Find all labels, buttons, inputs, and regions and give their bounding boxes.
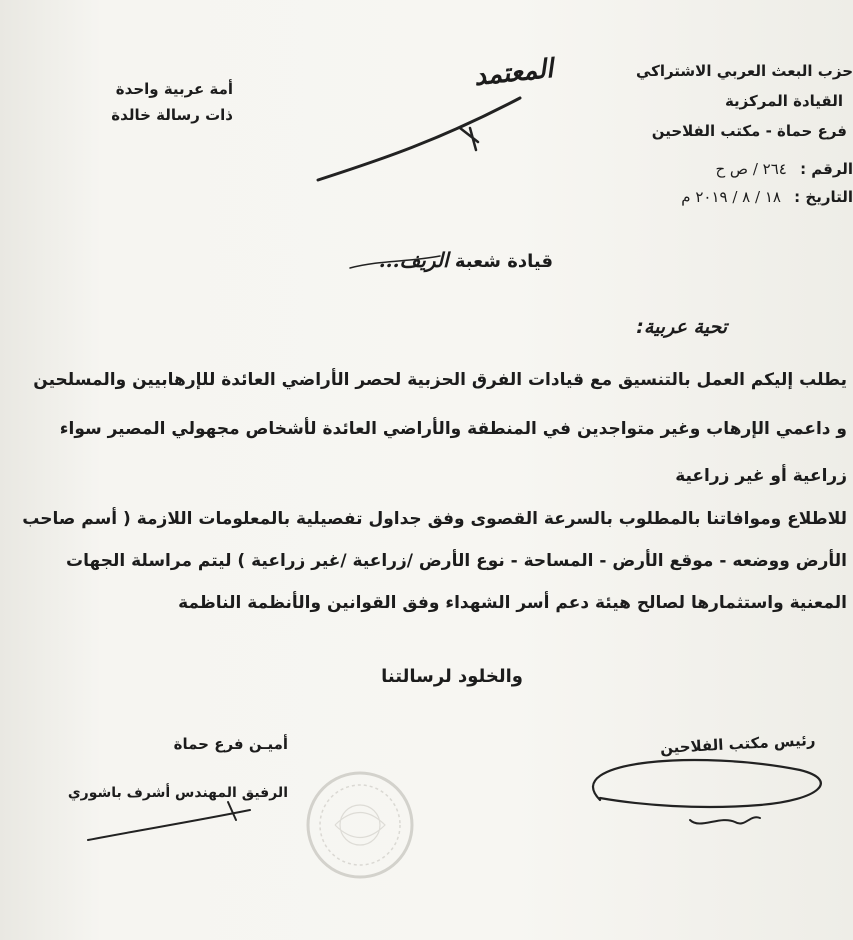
- date-value: ١٨ / ٨ / ٢٠١٩ م: [681, 188, 781, 206]
- reference-label: الرقم :: [800, 160, 853, 178]
- greeting: تحية عربية:: [636, 316, 727, 338]
- addressee-underline: [350, 256, 440, 268]
- header-central-command: القيادة المركزية: [724, 92, 843, 110]
- date-label: التاريخ :: [794, 188, 853, 206]
- body-line: و داعمي الإرهاب وغير متواجدين في المنطقة والأراضي العائدة لأشخاص مجهولي المصير سواء: [59, 419, 847, 439]
- header-party-name: حزب البعث العربي الاشتراكي: [635, 62, 853, 80]
- approval-stroke: [318, 98, 520, 180]
- official-stamp: [308, 773, 412, 877]
- branch-secretary-signature: [88, 802, 250, 840]
- closing-line: والخلود لرسالتنا: [381, 666, 523, 687]
- reference-value: ٢٦٤ / ص ح: [715, 160, 787, 178]
- slogan-line-1: أمة عربية واحدة: [115, 80, 233, 98]
- farmers-office-head-title: رئيس مكتب الفلاحين: [659, 730, 816, 758]
- body-line: الأرض ووضعه - موقع الأرض - المساحة - نوع الأرض /زراعية /غير زراعية ) ليتم مراسلة الجهات: [66, 551, 847, 571]
- addressee-label: قيادة شعبة: [454, 251, 553, 272]
- body-line: المعنية واستثمارها لصالح هيئة دعم أسر الشهداء وفق القوانين والأنظمة الناظمة: [178, 593, 847, 613]
- slogan-line-2: ذات رسالة خالدة: [111, 106, 233, 124]
- body-line: للاطلاع وموافاتنا بالمطلوب بالسرعة القصوى وفق جداول تفصيلية بالمعلومات اللازمة ( أسم صاحب: [22, 509, 847, 529]
- branch-secretary-title: أميـن فرع حماة: [173, 735, 288, 753]
- body-line: يطلب إليكم العمل بالتنسيق مع قيادات الفرق الحزبية لحصر الأراضي العائدة للإرهابيين والمسلحين: [33, 370, 847, 390]
- farmers-office-head-signature: [593, 760, 821, 824]
- addressee-handwritten: الريف...: [378, 248, 449, 272]
- header-branch-office: فرع حماة - مكتب الفلاحين: [651, 122, 847, 140]
- handwritten-annotation: المعتمد: [472, 53, 555, 93]
- body-line: زراعية أو غير زراعية: [675, 466, 847, 486]
- branch-secretary-name: الرفيق المهندس أشرف باشوري: [67, 785, 288, 801]
